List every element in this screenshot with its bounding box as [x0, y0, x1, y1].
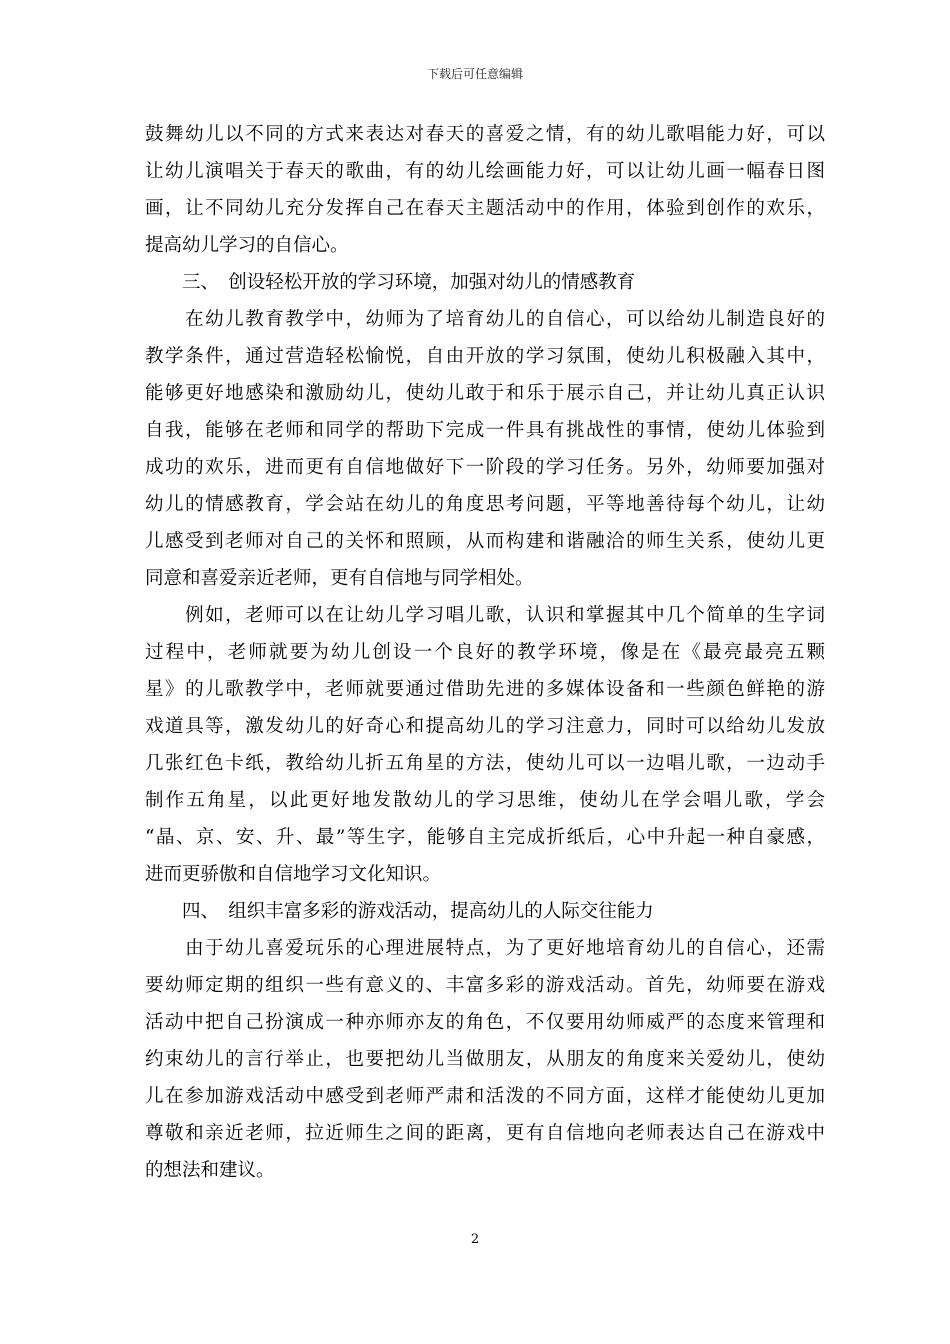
section-heading-3: 三、 创设轻松开放的学习环境，加强对幼儿的情感教育 — [145, 272, 636, 293]
page-header: 下载后可任意编辑 — [426, 67, 523, 81]
text-line: 儿感受到老师对自己的关怀和照顾，从而构建和谐融洽的师生关系，使幼儿更 — [145, 531, 825, 552]
text-line: 画，让不同幼儿充分发挥自己在春天主题活动中的作用，体验到创作的欢乐， — [145, 198, 825, 219]
text-line: 教学条件，通过营造轻松愉悦，自由开放的学习氛围，使幼儿积极融入其中， — [145, 346, 825, 367]
text-line: 提高幼儿学习的自信心。 — [145, 235, 349, 256]
text-line: 几张红色卡纸，教给幼儿折五角星的方法，使幼儿可以一边唱儿歌，一边动手 — [145, 753, 825, 774]
text-line: 能够更好地感染和激励幼儿，使幼儿敢于和乐于展示自己，并让幼儿真正认识 — [145, 383, 825, 404]
text-line: 幼儿的情感教育，学会站在幼儿的角度思考问题，平等地善待每个幼儿，让幼 — [145, 494, 825, 515]
text-line: 例如，老师可以在让幼儿学习唱儿歌，认识和掌握其中几个简单的生字词 — [145, 605, 825, 626]
text-line: 要幼师定期的组织一些有意义的、丰富多彩的游戏活动。首先，幼师要在游戏 — [145, 975, 825, 996]
text-line: 在幼儿教育教学中，幼师为了培育幼儿的自信心，可以给幼儿制造良好的 — [145, 309, 825, 330]
text-line: 的想法和建议。 — [145, 1160, 275, 1181]
text-line: 活动中把自己扮演成一种亦师亦友的角色，不仅要用幼师威严的态度来管理和 — [145, 1012, 825, 1033]
text-line: 戏道具等，激发幼儿的好奇心和提高幼儿的学习注意力，同时可以给幼儿发放 — [145, 716, 825, 737]
text-line: 星》的儿歌教学中，老师就要通过借助先进的多媒体设备和一些颜色鲜艳的游 — [145, 679, 825, 700]
text-line: 制作五角星，以此更好地发散幼儿的学习思维，使幼儿在学会唱儿歌，学会 — [145, 790, 825, 811]
text-line: 约束幼儿的言行举止，也要把幼儿当做朋友，从朋友的角度来关爱幼儿，使幼 — [145, 1049, 825, 1070]
text-line: 让幼儿演唱关于春天的歌曲，有的幼儿绘画能力好，可以让幼儿画一幅春日图 — [145, 161, 825, 182]
text-line: 进而更骄傲和自信地学习文化知识。 — [145, 864, 442, 885]
text-line: 过程中，老师就要为幼儿创设一个良好的教学环境，像是在《最亮最亮五颗 — [145, 642, 825, 663]
text-line: 自我，能够在老师和同学的帮助下完成一件具有挑战性的事情，使幼儿体验到 — [145, 420, 825, 441]
section-heading-4: 四、 组织丰富多彩的游戏活动，提高幼儿的人际交往能力 — [145, 901, 654, 922]
text-line: 由于幼儿喜爱玩乐的心理进展特点，为了更好地培育幼儿的自信心，还需 — [145, 938, 825, 959]
text-line: 成功的欢乐，进而更有自信地做好下一阶段的学习任务。另外，幼师要加强对 — [145, 457, 825, 478]
text-line: 鼓舞幼儿以不同的方式来表达对春天的喜爱之情，有的幼儿歌唱能力好，可以 — [145, 124, 825, 145]
text-line: “晶、京、安、升、最”等生字，能够自主完成折纸后，心中升起一种自豪感， — [145, 827, 825, 848]
document-body — [145, 116, 825, 1189]
text-line: 同意和喜爱亲近老师，更有自信地与同学相处。 — [145, 568, 534, 589]
page-number: 2 — [470, 1232, 480, 1247]
text-line: 尊敬和亲近老师，拉近师生之间的距离，更有自信地向老师表达自己在游戏中 — [145, 1123, 825, 1144]
text-line: 儿在参加游戏活动中感受到老师严肃和活泼的不同方面，这样才能使幼儿更加 — [145, 1086, 825, 1107]
